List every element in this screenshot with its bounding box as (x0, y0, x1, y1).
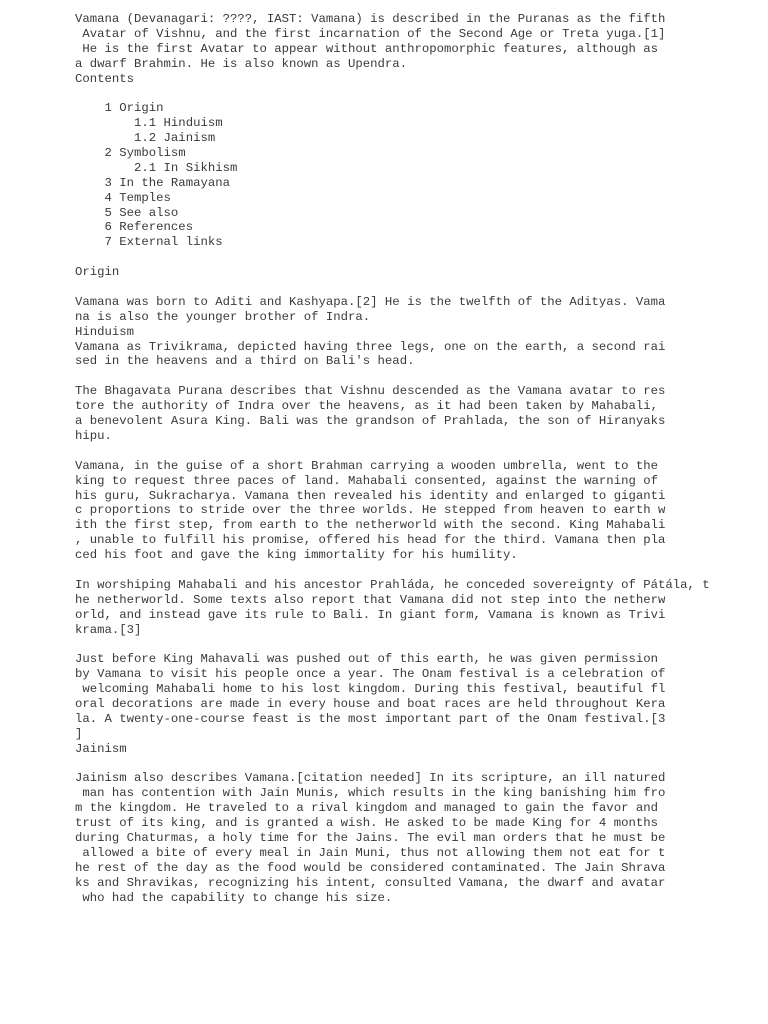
onam-paragraph-line: by Vamana to visit his people once a year. The Onam festival is a celebration of (75, 667, 666, 682)
intro-line-4: a dwarf Brahmin. He is also known as Upendra. (75, 56, 408, 71)
hinduism-paragraph-line: Vamana as Trivikrama, depicted having three legs, one on the earth, a second rai (75, 339, 666, 354)
blank-line (75, 444, 755, 459)
jainism-paragraph-line: man has contention with Jain Munis, which results in the king banishing him fro (75, 786, 666, 801)
contents-heading: Contents (75, 71, 135, 86)
jainism-paragraph-line: ks and Shravikas, recognizing his intent, consulted Vamana, the dwarf and avatar (75, 875, 666, 890)
hinduism-paragraph-line: sed in the heavens and a third on Bali's head. (75, 354, 415, 369)
bhagavata-paragraph-line: The Bhagavata Purana describes that Vishnu descended as the Vamana avatar to res (75, 384, 666, 399)
worship-paragraph-line: he netherworld. Some texts also report that Vamana did not step into the netherw (75, 592, 666, 607)
jainism-paragraph-line: who had the capability to change his size. (75, 890, 393, 905)
blank-line (75, 369, 755, 384)
toc-item-ramayana: 3 In the Ramayana (75, 175, 230, 190)
toc-item-jainism: 1.2 Jainism (75, 131, 216, 146)
blank-line (75, 563, 755, 578)
vamana-paragraph-line: ith the first step, from earth to the netherworld with the second. King Mahabali (75, 518, 666, 533)
onam-paragraph-line: welcoming Mahabali home to his lost kingdom. During this festival, beautiful fl (75, 682, 666, 697)
worship-paragraph-line: krama.[3] (75, 622, 142, 637)
section-heading-origin: Origin (75, 265, 120, 280)
toc-item-hinduism: 1.1 Hinduism (75, 116, 223, 131)
document-body (75, 12, 755, 920)
onam-paragraph-line: la. A twenty-one-course feast is the most important part of the Onam festival.[3 (75, 711, 666, 726)
jainism-paragraph-line: he rest of the day as the food would be considered contaminated. The Jain Shrava (75, 860, 666, 875)
bhagavata-paragraph-line: hipu. (75, 428, 112, 443)
toc-item-origin: 1 Origin (75, 101, 164, 116)
jainism-paragraph-line (75, 905, 755, 920)
origin-paragraph-line: Vamana was born to Aditi and Kashyapa.[2] He is the twelfth of the Adityas. Vama (75, 294, 666, 309)
section-heading-hinduism: Hinduism (75, 324, 135, 339)
blank-line (75, 757, 755, 772)
vamana-paragraph-line: his guru, Sukracharya. Vamana then revealed his identity and enlarged to giganti (75, 488, 666, 503)
blank-line (75, 637, 755, 652)
toc-item-temples: 4 Temples (75, 190, 171, 205)
onam-paragraph-line: Just before King Mahavali was pushed out of this earth, he was given permission (75, 652, 658, 667)
vamana-paragraph-line: Vamana, in the guise of a short Brahman carrying a wooden umbrella, went to the (75, 458, 658, 473)
vamana-paragraph-line: ced his foot and gave the king immortality for his humility. (75, 548, 518, 563)
onam-paragraph-line: oral decorations are made in every house and boat races are held throughout Kera (75, 696, 666, 711)
intro-line-2: Avatar of Vishnu, and the first incarnation of the Second Age or Treta yuga.[1] (75, 26, 666, 41)
bhagavata-paragraph-line: tore the authority of Indra over the heavens, as it had been taken by Mahabali, (75, 399, 658, 414)
blank-line (75, 86, 755, 101)
section-heading-jainism: Jainism (75, 741, 127, 756)
toc-item-external-links: 7 External links (75, 235, 223, 250)
intro-line-1: Vamana (Devanagari: ????, IAST: Vamana) is described in the Puranas as the fifth (75, 12, 666, 26)
vamana-paragraph-line: king to request three paces of land. Mahabali consented, against the warning of (75, 473, 658, 488)
jainism-paragraph-line: during Chaturmas, a holy time for the Jains. The evil man orders that he must be (75, 830, 666, 845)
jainism-paragraph-line: allowed a bite of every meal in Jain Muni, thus not allowing them not eat for t (75, 845, 666, 860)
toc-item-in-sikhism: 2.1 In Sikhism (75, 160, 238, 175)
jainism-paragraph-line: m the kingdom. He traveled to a rival kingdom and managed to gain the favor and (75, 801, 658, 816)
toc-item-references: 6 References (75, 220, 194, 235)
toc-item-symbolism: 2 Symbolism (75, 146, 186, 161)
vamana-paragraph-line: c proportions to stride over the three worlds. He stepped from heaven to earth w (75, 503, 666, 518)
bhagavata-paragraph-line: a benevolent Asura King. Bali was the grandson of Prahlada, the son of Hiranyaks (75, 414, 666, 429)
toc-item-see-also: 5 See also (75, 205, 179, 220)
jainism-paragraph-line: Jainism also describes Vamana.[citation needed] In its scripture, an ill natured (75, 771, 666, 786)
blank-line (75, 250, 755, 265)
origin-paragraph-line: na is also the younger brother of Indra. (75, 309, 371, 324)
onam-paragraph-line: ] (75, 726, 83, 741)
jainism-paragraph-line: trust of its king, and is granted a wish. He asked to be made King for 4 months (75, 816, 658, 831)
worship-paragraph-line: orld, and instead gave its rule to Bali. In giant form, Vamana is known as Trivi (75, 607, 666, 622)
intro-line-3: He is the first Avatar to appear without anthropomorphic features, although as (75, 41, 658, 56)
vamana-paragraph-line: , unable to fulfill his promise, offered his head for the third. Vamana then pla (75, 533, 666, 548)
blank-line (75, 280, 755, 295)
worship-paragraph-line: In worshiping Mahabali and his ancestor Prahláda, he conceded sovereignty of Pátála, t (75, 577, 710, 592)
